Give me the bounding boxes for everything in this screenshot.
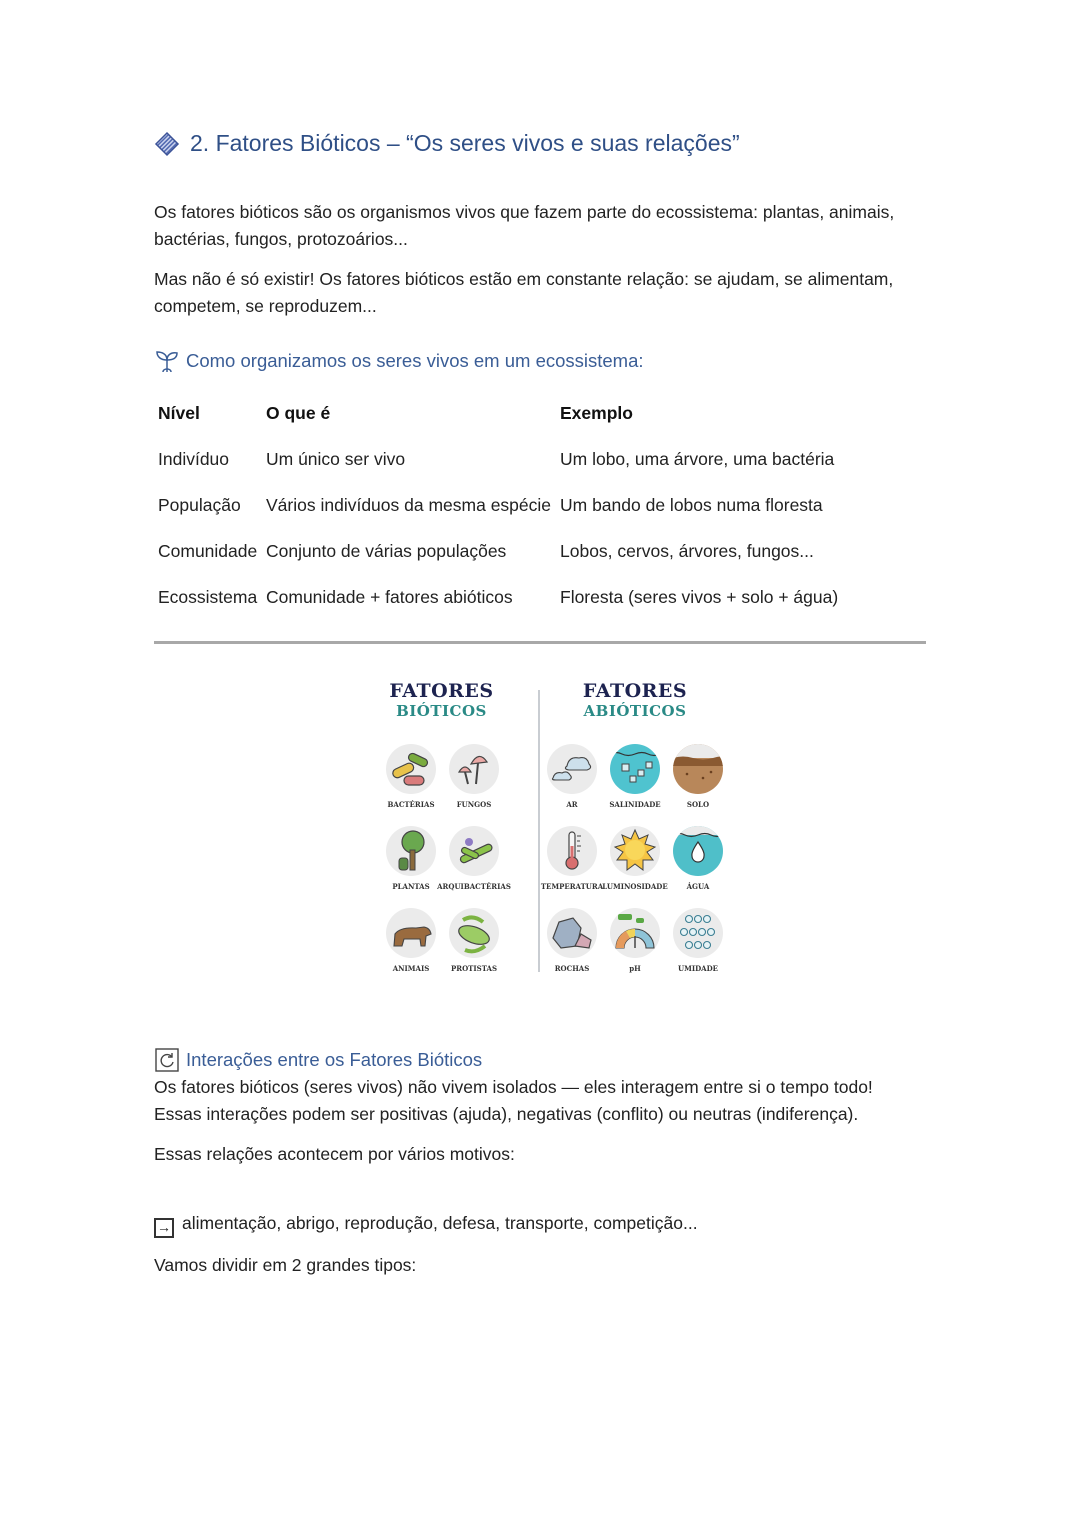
table-row bbox=[154, 436, 924, 482]
seedling-icon bbox=[154, 348, 180, 374]
droplets-icon bbox=[673, 908, 723, 958]
abiotic-item-light: LUMINOSIDADE bbox=[595, 826, 675, 891]
biotic-title: FATORES BIÓTICOS bbox=[389, 680, 494, 720]
abiotic-item-humidity: UMIDADE bbox=[658, 908, 738, 973]
abiotic-item-salinity: SALINIDADE bbox=[595, 744, 675, 809]
cell-definition: Vários indivíduos da mesma espécie bbox=[266, 494, 552, 515]
interactions-paragraph-2: Essas interações podem ser positivas (ajuda), negativas (conflito) ou neutras (indiferença). bbox=[154, 1104, 859, 1124]
right-arrow-box-icon: → bbox=[154, 1218, 174, 1238]
abiotic-item-water: ÁGUA bbox=[658, 826, 738, 891]
cell-definition: Um único ser vivo bbox=[266, 448, 406, 469]
cell-level: Indivíduo bbox=[158, 448, 230, 469]
cell-example: Um bando de lobos numa floresta bbox=[560, 494, 823, 515]
soil-icon bbox=[673, 744, 723, 794]
biotic-item-animals: ANIMAIS bbox=[371, 908, 451, 973]
biotic-item-protists: PROTISTAS bbox=[434, 908, 514, 973]
reasons-text: alimentação, abrigo, reprodução, defesa, transporte, competição... bbox=[182, 1213, 698, 1233]
biotic-abiotic-infographic bbox=[374, 680, 734, 980]
table-row bbox=[154, 528, 924, 574]
archaea-icon bbox=[449, 826, 499, 876]
interactions-paragraph-4: Vamos dividir em 2 grandes tipos: bbox=[154, 1255, 417, 1275]
abiotic-item-temperature: TEMPERATURA bbox=[532, 826, 612, 891]
biotic-item-plants: PLANTAS bbox=[371, 826, 451, 891]
cell-level: Ecossistema bbox=[158, 586, 258, 607]
intro-paragraph-1: Os fatores bióticos são os organismos vivos que fazem parte do ecossistema: plantas, animais, bactérias, fungos, protozoários... bbox=[154, 202, 895, 249]
cell-definition: Comunidade + fatores abióticos bbox=[266, 586, 513, 607]
water-drop-icon bbox=[673, 826, 723, 876]
interactions-paragraph-1: Os fatores bióticos (seres vivos) não vivem isolados — eles interagem entre si o tempo todo! bbox=[154, 1077, 873, 1097]
biotic-item-fungi: FUNGOS bbox=[434, 744, 514, 809]
section-title: 2. Fatores Bióticos – “Os seres vivos e suas relações” bbox=[190, 130, 740, 156]
refresh-icon bbox=[154, 1047, 180, 1073]
tree-icon bbox=[386, 826, 436, 876]
protist-icon bbox=[449, 908, 499, 958]
biotic-item-bacteria: BACTÉRIAS bbox=[371, 744, 451, 809]
cell-example: Lobos, cervos, árvores, fungos... bbox=[560, 540, 814, 561]
bacteria-icon bbox=[386, 744, 436, 794]
salt-water-icon bbox=[610, 744, 660, 794]
table-row bbox=[154, 482, 924, 528]
cell-example: Floresta (seres vivos + solo + água) bbox=[560, 586, 839, 607]
biotic-item-archaea: ARQUIBACTÉRIAS bbox=[434, 826, 514, 891]
reasons-line bbox=[154, 1210, 926, 1238]
diamond-striped-icon bbox=[154, 131, 180, 157]
intro-paragraph-2: Mas não é só existir! Os fatores bióticos estão em constante relação: se ajudam, se alimentam, competem, se reproduzem... bbox=[154, 269, 894, 316]
bear-icon bbox=[386, 908, 436, 958]
column-header-example: Exemplo bbox=[560, 402, 633, 423]
sun-icon bbox=[610, 826, 660, 876]
abiotic-item-soil: SOLO bbox=[658, 744, 738, 809]
organization-levels-table bbox=[154, 390, 924, 620]
interactions-paragraph-3: Essas relações acontecem por vários motivos: bbox=[154, 1144, 515, 1164]
cell-level: Comunidade bbox=[158, 540, 258, 561]
organization-heading-text: Como organizamos os seres vivos em um ecossistema: bbox=[186, 350, 644, 371]
abiotic-item-rocks: ROCHAS bbox=[532, 908, 612, 973]
column-header-definition: O que é bbox=[266, 402, 331, 423]
abiotic-item-ph: pH bbox=[595, 908, 675, 973]
table-header-row bbox=[154, 390, 924, 436]
table-row bbox=[154, 574, 924, 620]
column-header-level: Nível bbox=[158, 402, 200, 423]
cloud-icon bbox=[547, 744, 597, 794]
ph-gauge-icon bbox=[610, 908, 660, 958]
section-heading bbox=[154, 130, 740, 157]
interactions-heading bbox=[154, 1047, 482, 1073]
cell-example: Um lobo, uma árvore, uma bactéria bbox=[560, 448, 835, 469]
rocks-icon bbox=[547, 908, 597, 958]
horizontal-rule bbox=[154, 641, 926, 644]
cell-level: População bbox=[158, 494, 241, 515]
mushroom-icon bbox=[449, 744, 499, 794]
organization-heading bbox=[154, 348, 644, 374]
cell-definition: Conjunto de várias populações bbox=[266, 540, 507, 561]
abiotic-item-air: AR bbox=[532, 744, 612, 809]
thermometer-icon bbox=[547, 826, 597, 876]
abiotic-title: FATORES ABIÓTICOS bbox=[582, 680, 688, 720]
interactions-heading-text: Interações entre os Fatores Bióticos bbox=[186, 1049, 483, 1070]
